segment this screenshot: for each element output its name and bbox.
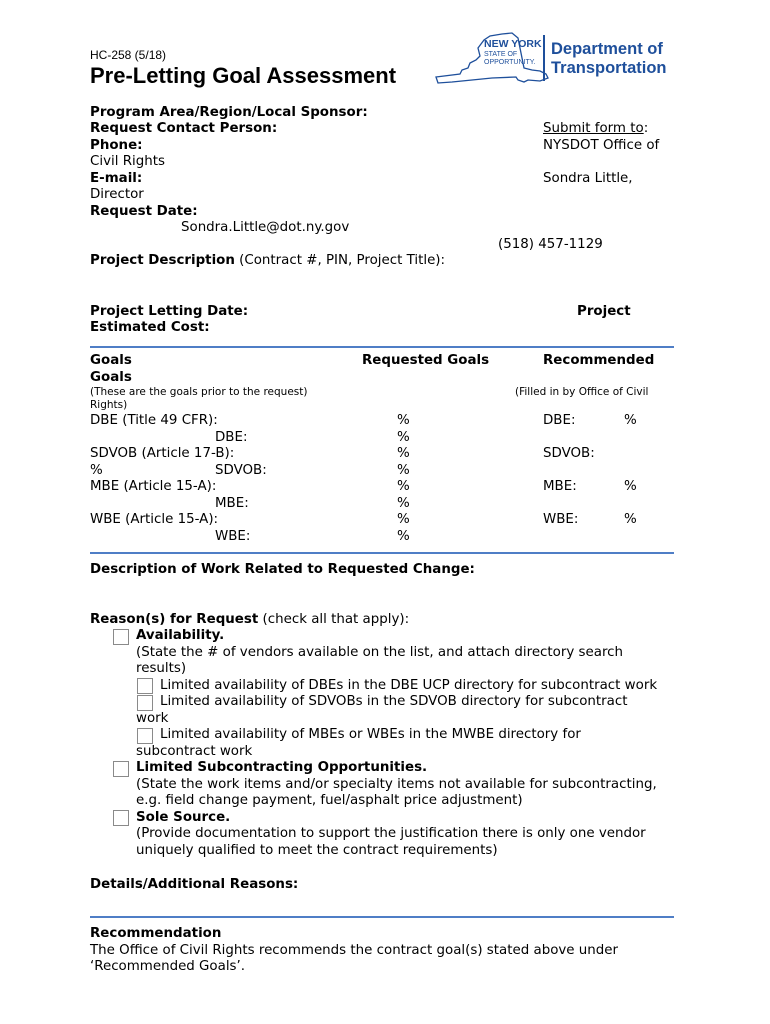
page-title: Pre-Letting Goal Assessment [90, 63, 397, 88]
details-label: Details/Additional Reasons: [90, 877, 299, 892]
contact-email: Sondra.Little@dot.ny.gov [181, 220, 350, 235]
wbe-requested-pct-2: % [397, 529, 410, 544]
request-date-label: Request Date: [90, 204, 198, 219]
mbe-title: MBE (Article 15-A): [90, 479, 217, 494]
section-divider [90, 346, 674, 348]
availability-checkbox[interactable] [113, 629, 129, 645]
dept-logo-line1: Department of [551, 40, 663, 58]
recommendation-text-2: ‘Recommended Goals’. [90, 959, 246, 974]
letting-date-label: Project Letting Date: [90, 304, 249, 319]
goals-column-header: Goals [90, 353, 132, 368]
goals-divider [90, 552, 674, 554]
dbe-requested-pct: % [397, 413, 410, 428]
sdvob-pct: % [90, 463, 103, 478]
wbe-short: WBE: [215, 529, 251, 544]
wbe-title: WBE (Article 15-A): [90, 512, 219, 527]
wbe-requested-pct: % [397, 512, 410, 527]
recommendation-divider [90, 916, 674, 918]
prior-goals-note: (These are the goals prior to the request) [90, 386, 308, 398]
submit-to-label: Submit form to: [543, 121, 649, 136]
mwbe-availability-label-2: subcontract work [136, 744, 253, 759]
availability-label: Availability. [136, 628, 225, 643]
limited-desc-1: (State the work items and/or specialty items not available for subcontracting, [136, 777, 657, 792]
dbe-availability-checkbox[interactable] [137, 678, 153, 694]
rec-dbe-label: DBE: [543, 413, 576, 428]
director-text: Director [90, 187, 144, 202]
rec-dbe-pct: % [624, 413, 637, 428]
limited-subcontracting-checkbox[interactable] [113, 761, 129, 777]
dbe-requested-pct-2: % [397, 430, 410, 445]
requested-goals-header: Requested Goals [362, 353, 490, 368]
rights-note: Rights) [90, 399, 128, 411]
rec-sdvob-label: SDVOB: [543, 446, 595, 461]
goals-header-line2: Goals [90, 370, 132, 385]
dbe-availability-label: Limited availability of DBEs in the DBE UCP directory for subcontract work [160, 678, 658, 693]
sdvob-requested-pct-2: % [397, 463, 410, 478]
submit-office: NYSDOT Office of [543, 138, 660, 153]
mbe-short: MBE: [215, 496, 249, 511]
reasons-label: Reason(s) for Request (check all that apply): [90, 612, 410, 627]
project-description-label: Project Description (Contract #, PIN, Project Title): [90, 253, 446, 268]
rec-mbe-label: MBE: [543, 479, 577, 494]
sdvob-availability-label-2: work [136, 711, 169, 726]
sdvob-requested-pct: % [397, 446, 410, 461]
limited-desc-2: e.g. field change payment, fuel/asphalt price adjustment) [136, 793, 523, 808]
rec-mbe-pct: % [624, 479, 637, 494]
phone-label: Phone: [90, 138, 143, 153]
program-area-label: Program Area/Region/Local Sponsor: [90, 105, 368, 120]
nys-dot-logo [432, 30, 677, 88]
sdvob-title: SDVOB (Article 17-B): [90, 446, 235, 461]
mwbe-availability-label: Limited availability of MBEs or WBEs in the MWBE directory for [160, 727, 581, 742]
description-label: Description of Work Related to Requested Change: [90, 562, 475, 577]
civil-rights-text: Civil Rights [90, 154, 165, 169]
sdvob-availability-label: Limited availability of SDVOBs in the SDVOB directory for subcontract [160, 694, 628, 709]
availability-desc-2: results) [136, 661, 187, 676]
filled-by-note: (Filled in by Office of Civil [515, 386, 649, 398]
project-label: Project [577, 304, 631, 319]
logo-divider [543, 35, 545, 81]
sole-source-label: Sole Source. [136, 810, 231, 825]
recommendation-text-1: The Office of Civil Rights recommends the contract goal(s) stated above under [90, 943, 619, 958]
sdvob-availability-checkbox[interactable] [137, 695, 153, 711]
limited-subcontracting-label: Limited Subcontracting Opportunities. [136, 760, 428, 775]
sole-source-checkbox[interactable] [113, 810, 129, 826]
ny-logo-line2: STATE OF [484, 51, 518, 58]
dbe-title: DBE (Title 49 CFR): [90, 413, 218, 428]
mbe-requested-pct: % [397, 479, 410, 494]
sdvob-short: SDVOB: [215, 463, 267, 478]
estimated-cost-label: Estimated Cost: [90, 320, 210, 335]
contact-name: Sondra Little, [543, 171, 633, 186]
sole-source-desc-1: (Provide documentation to support the justification there is only one vendor [136, 826, 646, 841]
dbe-short: DBE: [215, 430, 248, 445]
request-contact-label: Request Contact Person: [90, 121, 278, 136]
recommendation-label: Recommendation [90, 926, 222, 941]
rec-wbe-pct: % [624, 512, 637, 527]
ny-logo-line3: OPPORTUNITY. [484, 59, 536, 66]
availability-desc-1: (State the # of vendors available on the list, and attach directory search [136, 645, 624, 660]
mwbe-availability-checkbox[interactable] [137, 728, 153, 744]
sole-source-desc-2: uniquely qualified to meet the contract requirements) [136, 843, 498, 858]
email-label: E-mail: [90, 171, 143, 186]
rec-wbe-label: WBE: [543, 512, 579, 527]
contact-phone: (518) 457-1129 [498, 237, 603, 252]
recommended-header: Recommended [543, 353, 655, 368]
dept-logo-line2: Transportation [551, 59, 667, 77]
mbe-requested-pct-2: % [397, 496, 410, 511]
ny-logo-line1: NEW YORK [484, 38, 542, 50]
form-code: HC-258 (5/18) [90, 48, 167, 62]
